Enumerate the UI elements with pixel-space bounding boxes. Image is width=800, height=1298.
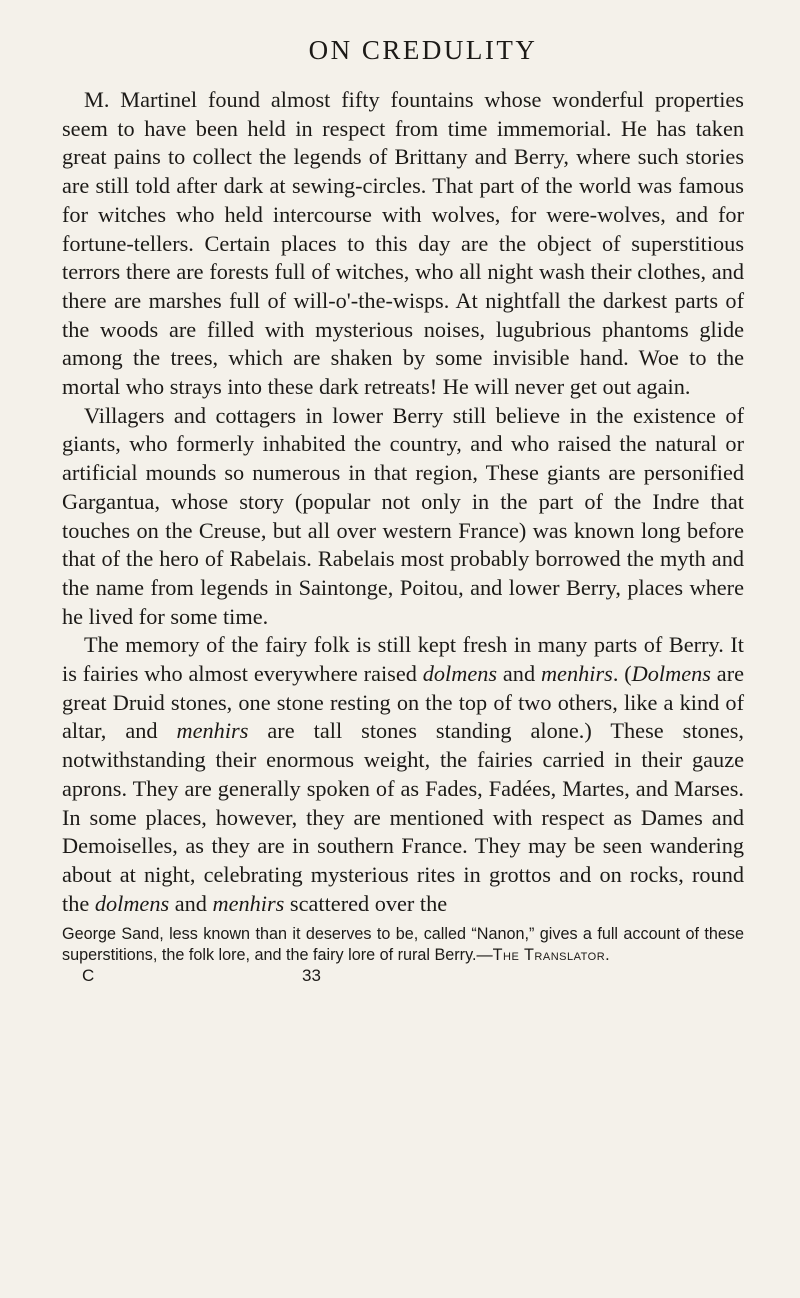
text-segment: . (	[612, 661, 632, 687]
paragraph-martinel: M. Martinel found almost fifty fountains whose wonderful properties seem to have been held in respect from time immemorial. He has taken great pains to collect the legends of Brittany and Berry, where such stories are still told after dark at sewing-circles. That part of the world was famous for witches who held intercourse with wolves, for were-wolves, and for fortune-tellers. Certain places to this day are the object of superstitious terrors there are forests full of witches, who all night wash their clothes, and there are marshes full of will-o'-the-wisps. At nightfall the darkest parts of the woods are filled with mysterious noises, lugubrious phantoms glide among the trees, which are shaken by some invisible hand. Woe to the mortal who strays into these dark retreats! He will never get out again.	[62, 87, 744, 400]
body-text	[62, 86, 744, 918]
page-footer	[62, 965, 744, 987]
page-number: 33	[302, 966, 321, 986]
text-segment: are tall stones standing alone.) These stones, notwithstanding their enormous weight, the fairies carried in their gauze aprons. They are generally spoken of as Fades, Fadées, Martes, and Marses. In some places, however, they are mentioned with respect as Dames and Demoiselles, as they are in southern France. They may be seen wandering about at night, celebrating mysterious rites in grottos and on rocks, round the	[62, 718, 744, 916]
italic-term: dolmens	[94, 890, 170, 916]
italic-term: Dolmens	[631, 661, 711, 687]
book-page	[62, 0, 744, 987]
paragraph-fairies	[62, 631, 744, 918]
footnote-signature: The Translator.	[492, 945, 611, 964]
italic-term: menhirs	[540, 661, 613, 687]
italic-term: menhirs	[212, 890, 285, 916]
text-segment: and	[169, 890, 213, 916]
footnote-text: George Sand, less known than it deserves to be, called “Nanon,” gives a full account of these superstitions, the folk lore, and the fairy lore of rural Berry.—	[62, 925, 744, 964]
footnote	[62, 924, 744, 965]
signature-mark: C	[82, 966, 95, 986]
paragraph-giants: Villagers and cottagers in lower Berry still believe in the existence of giants, who formerly inhabited the country, and who raised the natural or artificial mounds so numerous in that region, These giants are personified Gargantua, whose story (popular not only in the part of the Indre that touches on the Creuse, but all over western France) was known long before that of the hero of Rabelais. Rabelais most probably borrowed the myth and the name from legends in Saintonge, Poitou, and lower Berry, places where he lived for some time.	[62, 402, 744, 629]
text-segment: and	[497, 661, 541, 687]
italic-term: menhirs	[176, 718, 249, 744]
text-segment: are great Druid stones, one stone resting on the top of two others, like a kind of altar, and	[62, 661, 745, 744]
text-segment: scattered over the	[284, 890, 448, 916]
italic-term: dolmens	[422, 661, 498, 687]
running-head: ON CREDULITY	[308, 35, 538, 65]
text-segment: The memory of the fairy folk is still kept fresh in many parts of Berry. It is fairies who almost everywhere raised	[62, 632, 744, 687]
